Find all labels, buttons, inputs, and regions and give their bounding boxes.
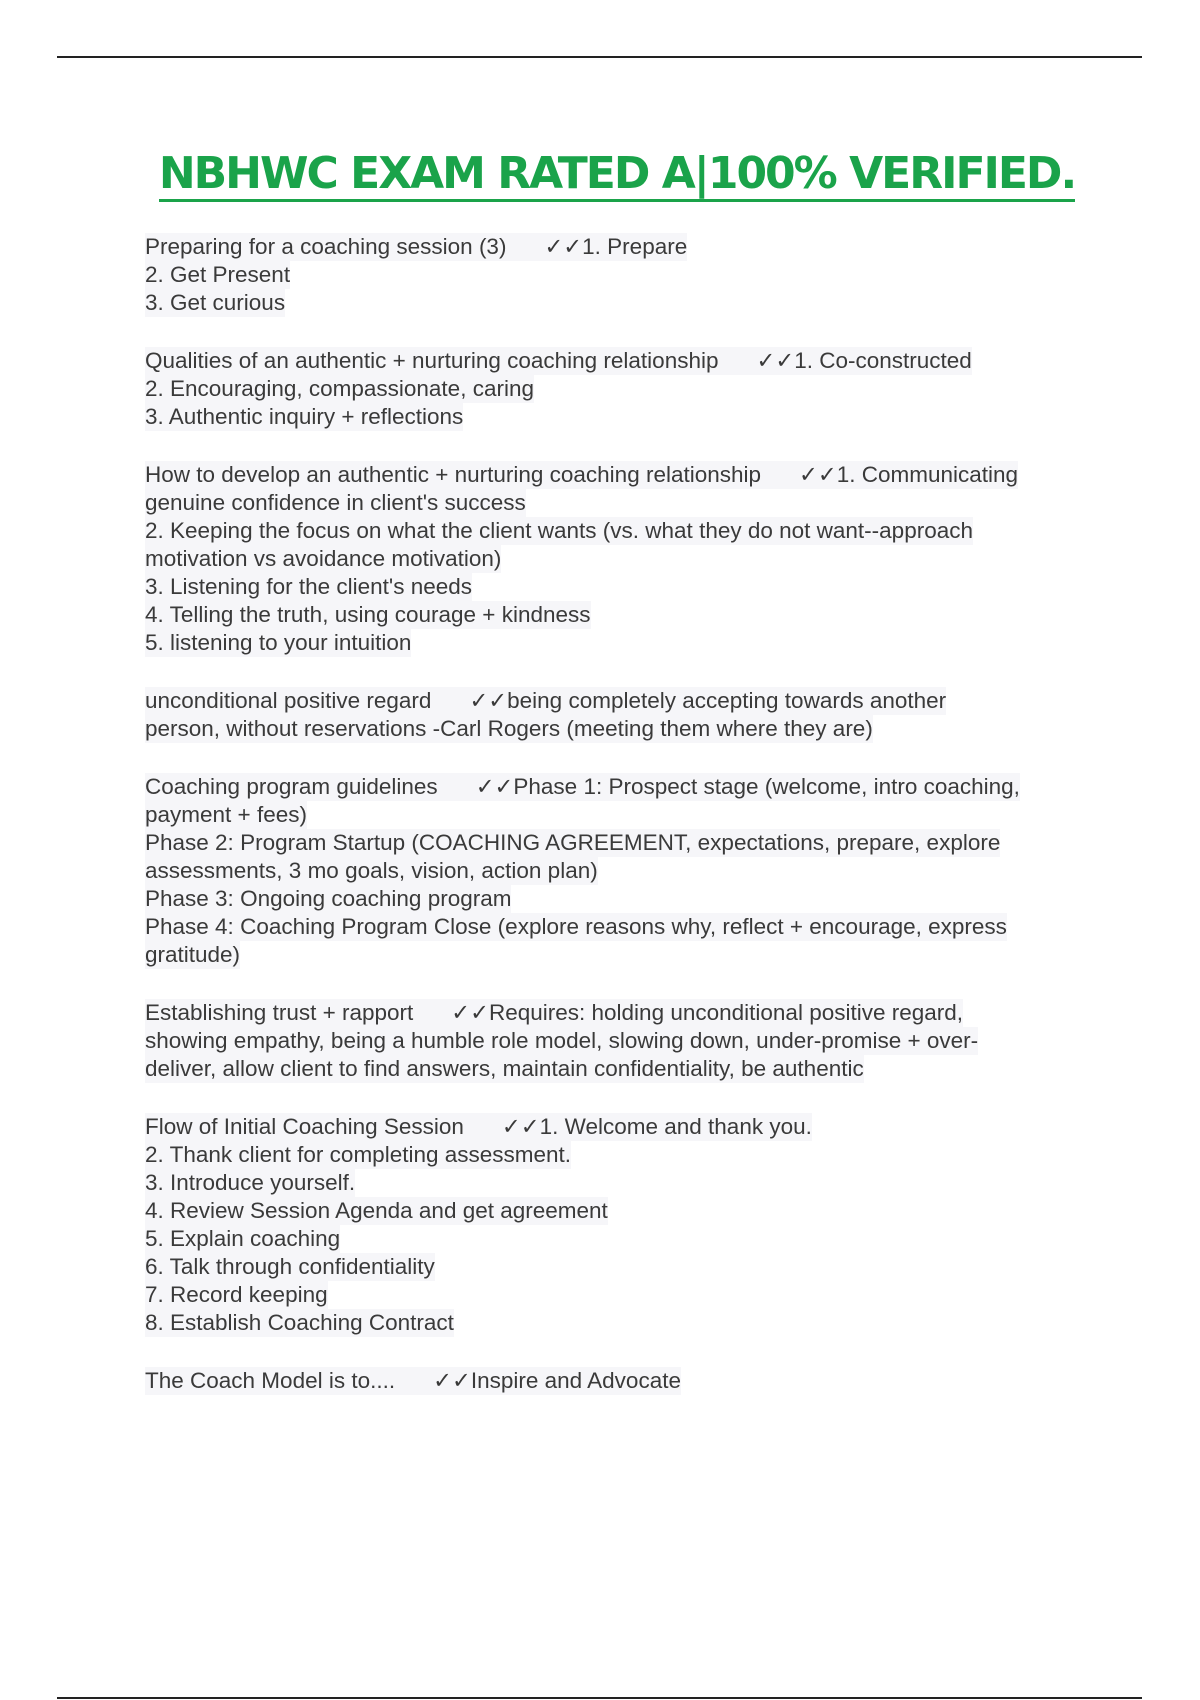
flashcard-answer-start: ✓✓being completely accepting towards another — [469, 688, 947, 713]
flashcard-answer-line: 2. Keeping the focus on what the client wants (vs. what they do not want--approach — [145, 518, 973, 543]
flashcard-answer-line: 4. Telling the truth, using courage + kindness — [145, 602, 591, 627]
flashcard-answer-start: ✓✓1. Prepare — [544, 234, 688, 259]
flashcard-term: Qualities of an authentic + nurturing coaching relationship — [145, 348, 719, 373]
flashcard-answer-line: deliver, allow client to find answers, maintain confidentiality, be authentic — [145, 1056, 864, 1081]
flashcard-answer-line: 3. Introduce yourself. — [145, 1170, 356, 1195]
flashcard — [145, 347, 1085, 431]
flashcard-term: The Coach Model is to.... — [145, 1368, 396, 1393]
bottom-rule — [57, 1697, 1142, 1699]
flashcard-answer-line: 5. Explain coaching — [145, 1226, 341, 1251]
flashcard-answer-line: 2. Encouraging, compassionate, caring — [145, 376, 534, 401]
flashcard — [145, 233, 1085, 317]
flashcard-list — [145, 233, 1085, 1425]
flashcard-first-line — [145, 233, 687, 261]
flashcard-answer-line: payment + fees) — [145, 802, 307, 827]
flashcard-answer-line: 7. Record keeping — [145, 1282, 328, 1307]
flashcard-answer-line: Phase 4: Coaching Program Close (explore reasons why, reflect + encourage, express — [145, 914, 1007, 939]
flashcard-term: Coaching program guidelines — [145, 774, 438, 799]
flashcard — [145, 1113, 1085, 1337]
flashcard-answer-start: ✓✓1. Welcome and thank you. — [501, 1114, 812, 1139]
flashcard-answer-start: ✓✓Requires: holding unconditional positive regard, — [451, 1000, 964, 1025]
flashcard-answer-line: 8. Establish Coaching Contract — [145, 1310, 454, 1335]
flashcard-answer-start: ✓✓Inspire and Advocate — [433, 1368, 681, 1393]
flashcard-first-line — [145, 687, 946, 715]
flashcard-answer-line: 3. Listening for the client's needs — [145, 574, 472, 599]
flashcard — [145, 461, 1085, 657]
flashcard-answer-line: Phase 2: Program Startup (COACHING AGREEMENT, expectations, prepare, explore — [145, 830, 1001, 855]
flashcard-answer-start: ✓✓1. Communicating — [799, 462, 1019, 487]
flashcard-term: Establishing trust + rapport — [145, 1000, 414, 1025]
flashcard-answer-line: 2. Get Present — [145, 262, 291, 287]
flashcard-answer-line: 3. Get curious — [145, 290, 286, 315]
flashcard-answer-line: 6. Talk through confidentiality — [145, 1254, 435, 1279]
flashcard-first-line — [145, 773, 1020, 801]
flashcard-term: Flow of Initial Coaching Session — [145, 1114, 464, 1139]
document-title-text: NBHWC EXAM RATED A|100% VERIFIED. — [159, 148, 1075, 202]
flashcard-answer-line: genuine confidence in client's success — [145, 490, 526, 515]
flashcard-first-line — [145, 1367, 681, 1395]
flashcard — [145, 999, 1085, 1083]
flashcard-first-line — [145, 461, 1018, 489]
flashcard-term: How to develop an authentic + nurturing coaching relationship — [145, 462, 762, 487]
flashcard-answer-line: motivation vs avoidance motivation) — [145, 546, 502, 571]
flashcard-answer-start: ✓✓Phase 1: Prospect stage (welcome, intro coaching, — [475, 774, 1020, 799]
flashcard-answer-line: 2. Thank client for completing assessment. — [145, 1142, 572, 1167]
flashcard-first-line — [145, 1113, 812, 1141]
flashcard-answer-line: gratitude) — [145, 942, 241, 967]
flashcard-answer-line: assessments, 3 mo goals, vision, action plan) — [145, 858, 598, 883]
flashcard-term: unconditional positive regard — [145, 688, 432, 713]
flashcard — [145, 687, 1085, 743]
flashcard-answer-line: person, without reservations -Carl Rogers (meeting them where they are) — [145, 716, 873, 741]
flashcard-answer-line: 3. Authentic inquiry + reflections — [145, 404, 464, 429]
flashcard-term: Preparing for a coaching session (3) — [145, 234, 507, 259]
top-rule — [57, 56, 1142, 58]
flashcard-answer-line: 5. listening to your intuition — [145, 630, 412, 655]
flashcard-first-line — [145, 347, 972, 375]
flashcard-answer-line: showing empathy, being a humble role model, slowing down, under-promise + over- — [145, 1028, 979, 1053]
document-title — [0, 148, 1200, 199]
flashcard — [145, 1367, 1085, 1395]
flashcard — [145, 773, 1085, 969]
flashcard-answer-start: ✓✓1. Co-constructed — [756, 348, 972, 373]
flashcard-answer-line: 4. Review Session Agenda and get agreement — [145, 1198, 608, 1223]
flashcard-first-line — [145, 999, 963, 1027]
flashcard-answer-line: Phase 3: Ongoing coaching program — [145, 886, 512, 911]
